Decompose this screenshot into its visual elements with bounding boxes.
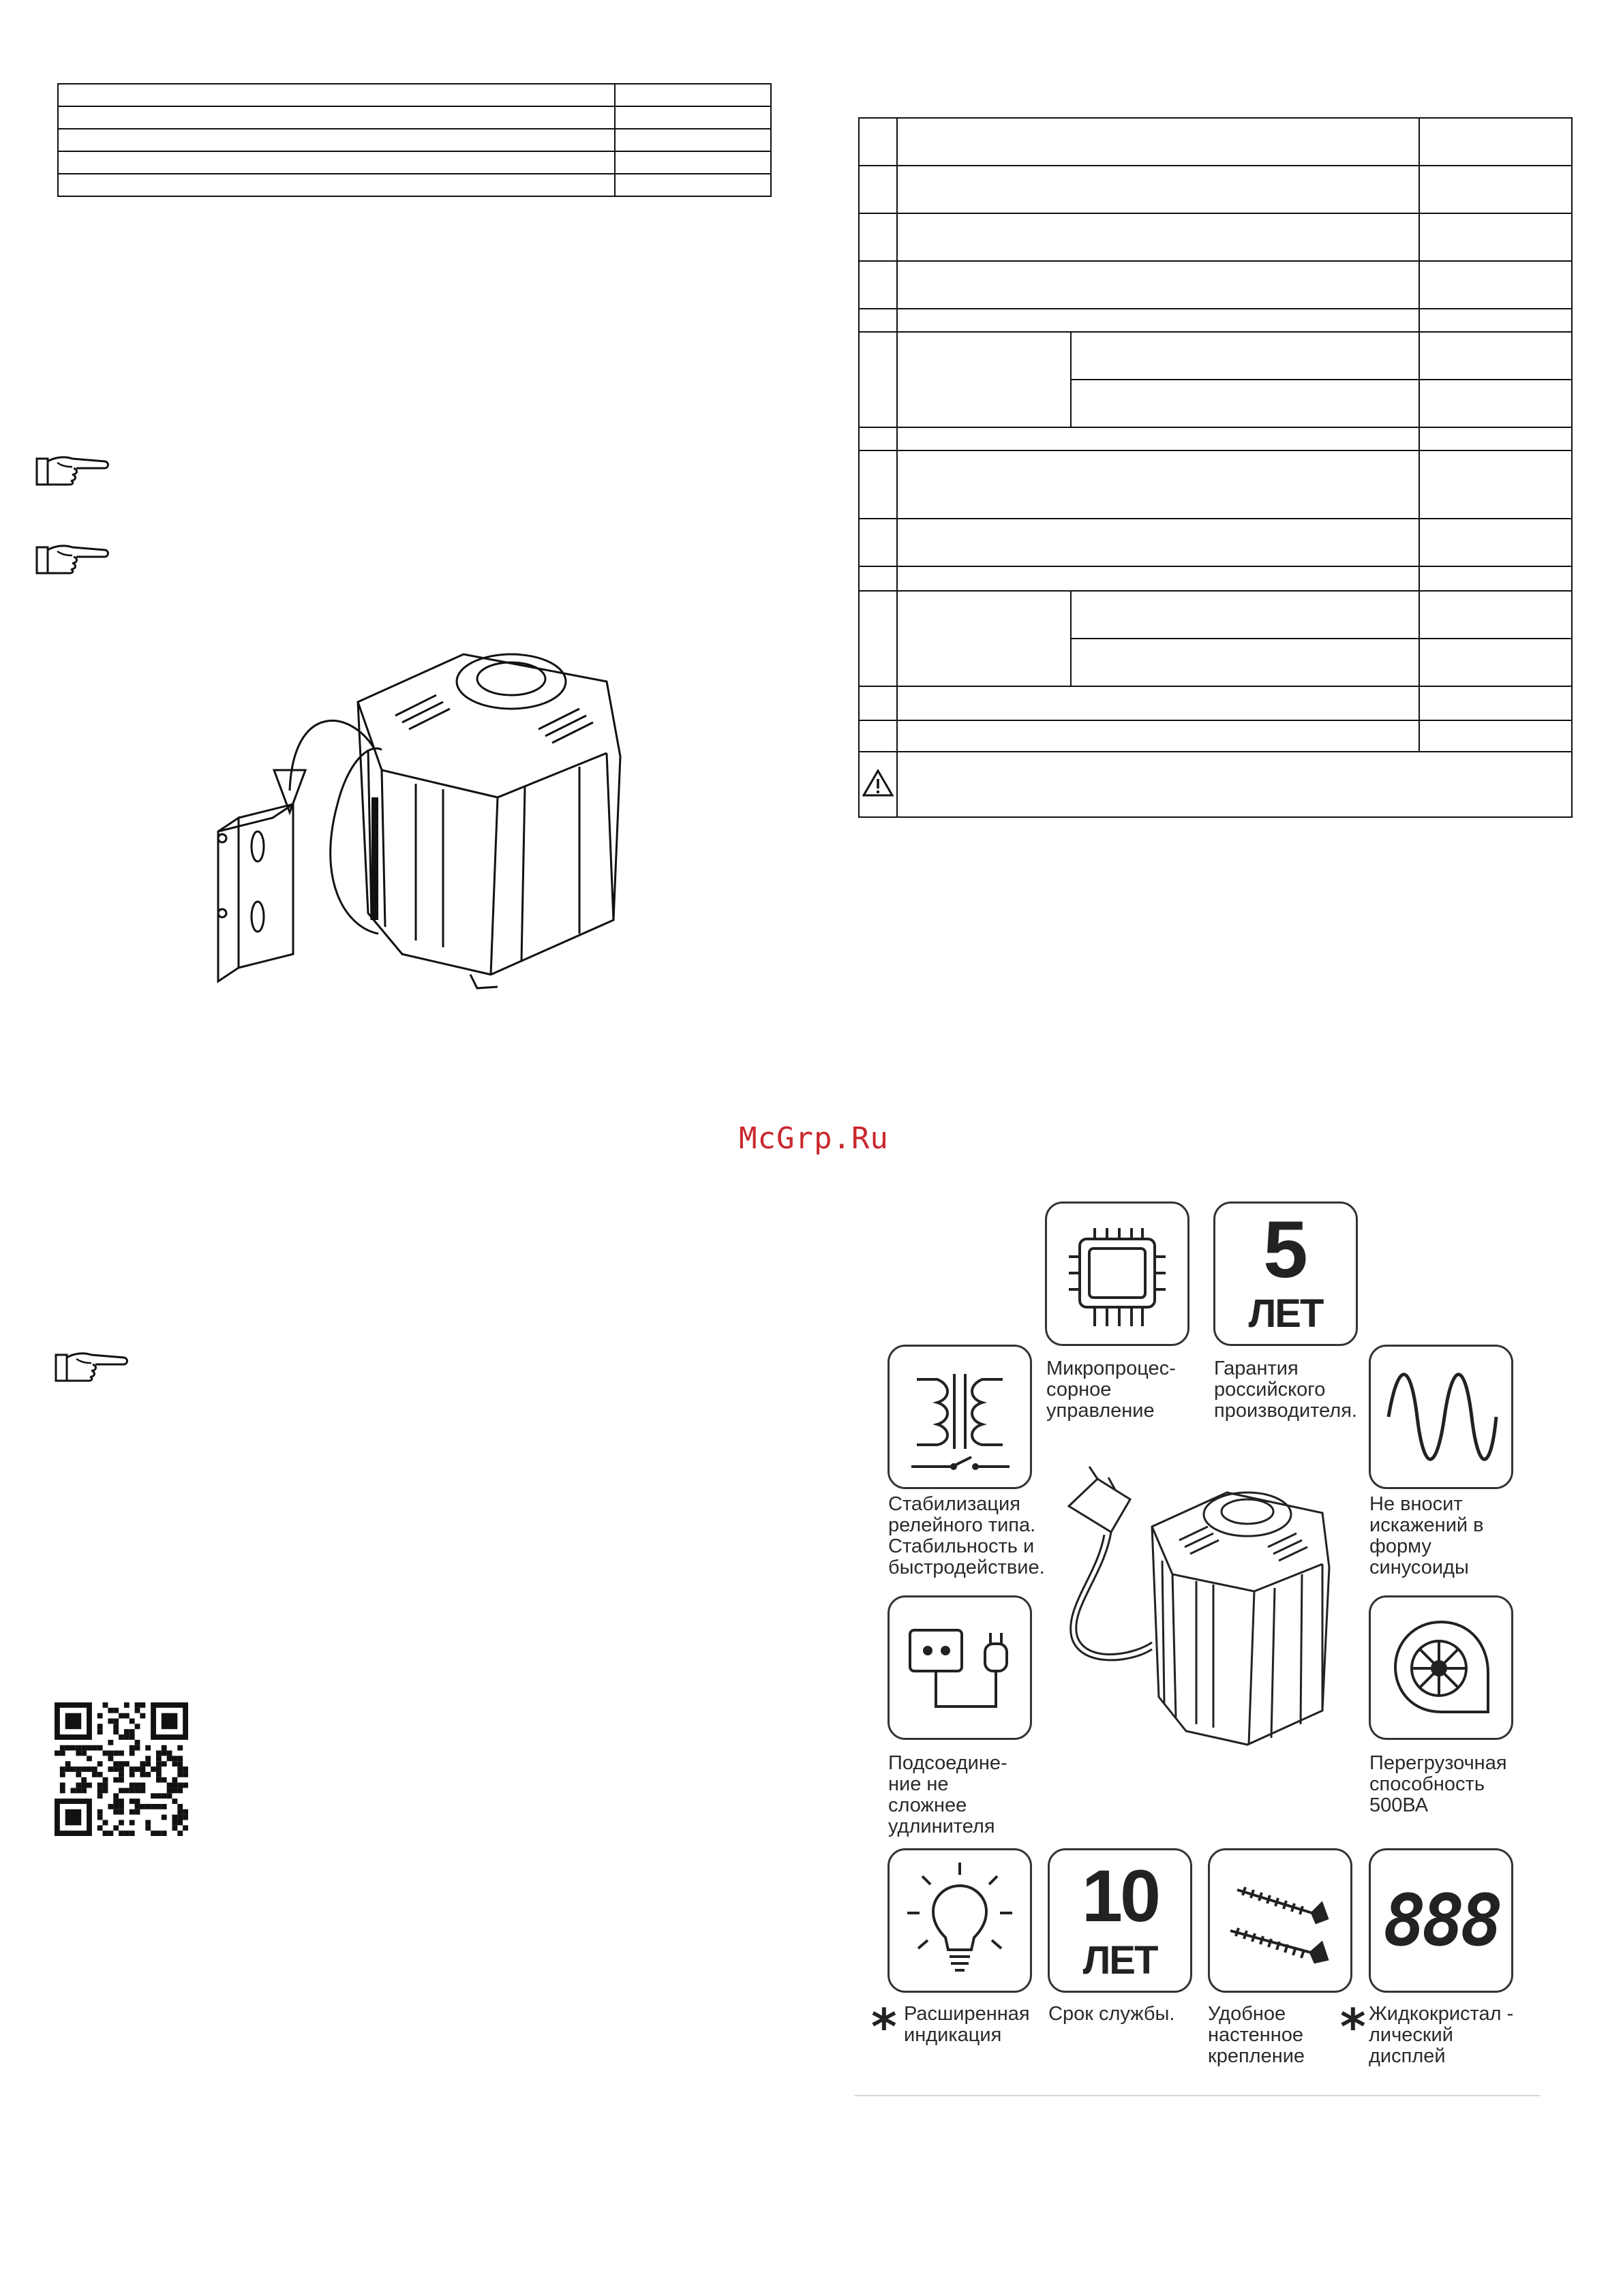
indication-caption: Расширенная индикация: [904, 2003, 1030, 2046]
watermark-text: McGrp.Ru: [739, 1121, 889, 1156]
pointing-hand-icon: [34, 453, 110, 487]
warranty-number: 5: [1263, 1205, 1308, 1295]
connection-card: [888, 1595, 1032, 1740]
mounting-card: [1208, 1848, 1352, 1993]
overload-caption: Перегрузочная способность 500ВА: [1369, 1752, 1507, 1816]
qr-code: [55, 1702, 188, 1836]
indication-star: *: [871, 1998, 897, 2055]
top-left-table: [57, 83, 772, 197]
lcd-digits: 888: [1383, 1879, 1499, 1962]
sine-wave-icon: [1371, 1347, 1511, 1487]
lcd-card: [1369, 1848, 1513, 1993]
transformer-icon: [890, 1347, 1030, 1487]
stabilizer-illustration: [1050, 1452, 1336, 1751]
warranty-caption: Гарантия российского производителя.: [1214, 1358, 1357, 1422]
chip-icon: [1047, 1204, 1187, 1344]
bottom-divider: [855, 2095, 1540, 2096]
warranty-unit: ЛЕТ: [1248, 1291, 1323, 1336]
lcd-star: *: [1340, 1998, 1366, 2055]
service-life-card: [1048, 1848, 1192, 1993]
warning-triangle-icon: [862, 769, 894, 797]
microprocessor-card: [1045, 1201, 1189, 1346]
overload-card: [1369, 1595, 1513, 1740]
service-unit: ЛЕТ: [1082, 1938, 1157, 1983]
sinus-card: [1369, 1345, 1513, 1489]
lcd-caption: Жидкокристал - лический дисплей: [1369, 2003, 1514, 2067]
mounting-caption: Удобное настенное крепление: [1208, 2003, 1305, 2067]
relay-caption: Стабилизация релейного типа. Стабильность и быстродействие.: [888, 1493, 1045, 1578]
service-life-caption: Срок службы.: [1048, 2003, 1175, 2025]
relay-card: [888, 1345, 1032, 1489]
wall-mount-illustration: [198, 634, 634, 1002]
indication-card: [888, 1848, 1032, 1993]
service-number: 10: [1081, 1854, 1159, 1937]
fan-icon: [1371, 1597, 1511, 1738]
sinus-caption: Не вносит искажений в форму синусоиды: [1369, 1493, 1484, 1578]
pointing-hand-icon: [53, 1349, 130, 1383]
screws-icon: [1210, 1850, 1350, 1991]
connection-caption: Подсоедине- ние не сложнее удлинителя: [888, 1752, 1007, 1837]
light-bulb-icon: [890, 1850, 1030, 1991]
warranty-card: [1213, 1201, 1358, 1346]
warning-cell: [859, 752, 897, 817]
pointing-hand-icon: [34, 542, 110, 576]
spec-table: [858, 117, 1573, 818]
socket-plug-icon: [890, 1597, 1030, 1738]
microprocessor-caption: Микропроцес- сорное управление: [1046, 1358, 1176, 1422]
